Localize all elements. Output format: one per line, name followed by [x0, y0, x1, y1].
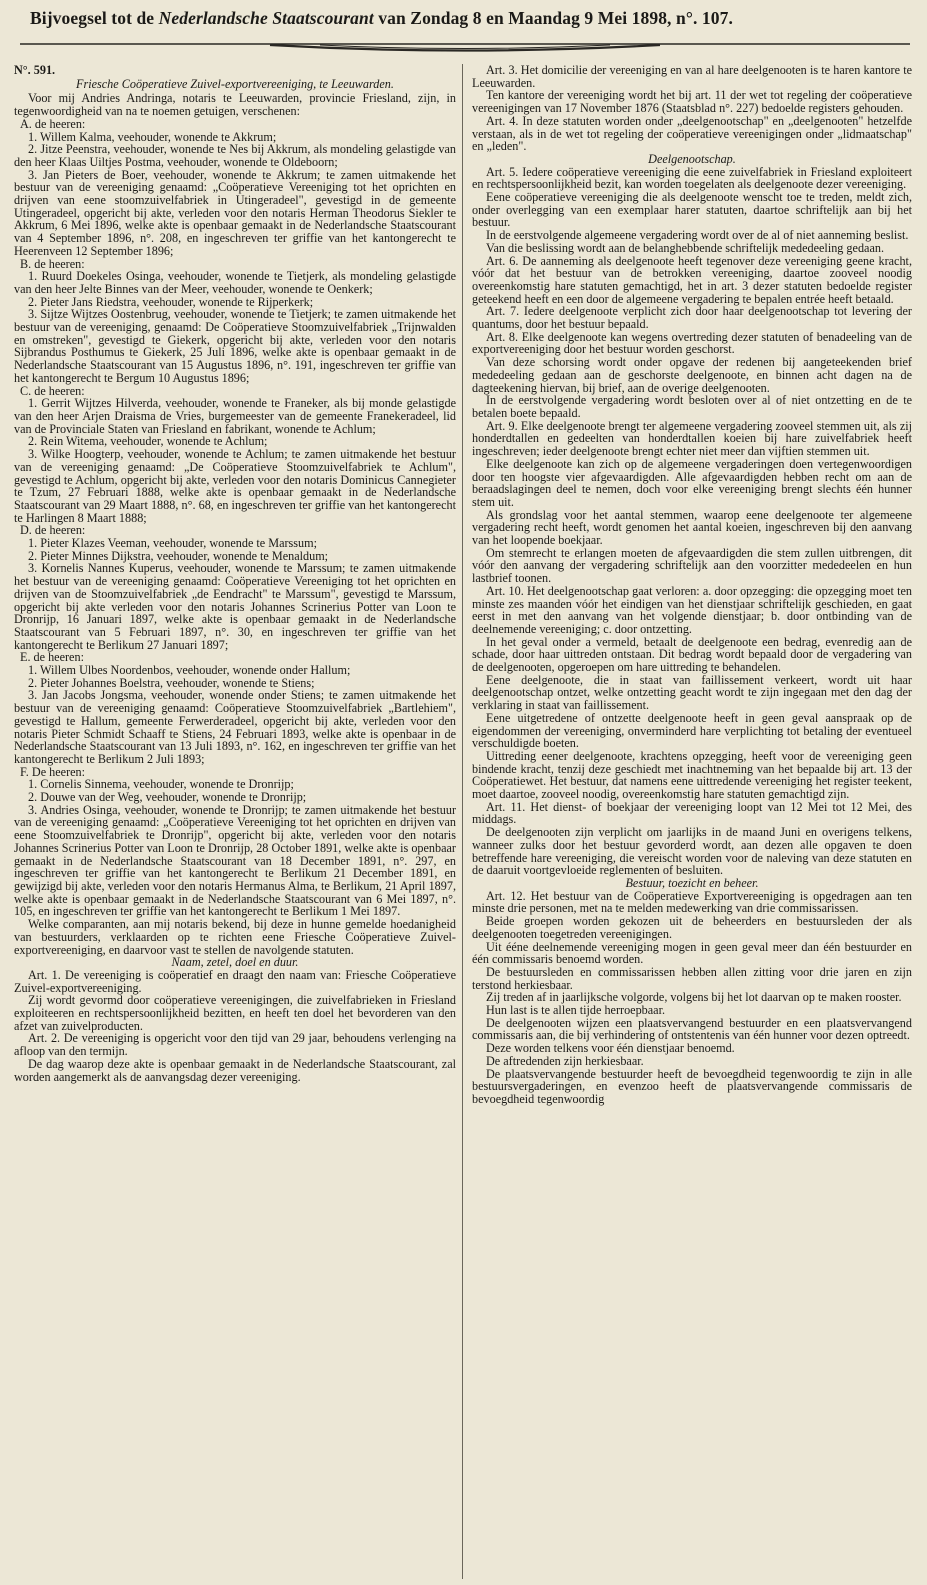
paragraph: 2. Pieter Johannes Boelstra, veehouder, wonende te Stiens; [28, 675, 315, 690]
paragraph: Uit ééne deelnemende vereeniging mogen in geen geval meer dan één bestuurder en één commissaris benoemd worden. [472, 939, 912, 967]
paragraph: De dag waarop deze akte is openbaar gemaakt in de Nederlandsche Staatscourant, zal worden aangemerkt als de aanvangsdag dezer vereeniging. [14, 1056, 456, 1084]
header-text-start: Bijvoegsel tot de [30, 8, 159, 28]
paragraph: 2. Rein Witema, veehouder, wonende te Achlum; [28, 434, 268, 449]
paragraph: Zij wordt gevormd door coöperatieve vereenigingen, die zuivelfabrieken in Friesland exploiteeren en rechtspersoonlijkheid bezitten, en heeft ten doel het bevorderen van den afzet van zuivelproducten. [14, 993, 456, 1033]
paragraph: De bestuursleden en commissarissen hebben allen zitting voor drie jaren en zijn terstond herkiesbaar. [472, 964, 912, 992]
paragraph: 3. Andries Osinga, veehouder, wonende te Dronrijp; te zamen uitmakende het bestuur van de vereeniging genaamd: „Coöperatieve Vereeniging tot het oprichten en drijven van eene Stoomzuivelfabriek te Dronrijp", opgericht bij akte, verleden voor den notaris Johannes Scrinerius Potter van Loon te Dronrijp, 28 October 1891, welke akte is openbaar gemaakt in de Nederlandsche Staatscourant van 18 December 1891, n°. 297, en ingeschreven ter griffie van het kantongerecht te Berlikum 21 December 1891, en gewijzigd bij akte, verleden voor den notaris Hermanus Alma, te Berlikum, 21 April 1897, welke akte is openbaar gemaakt in de Nederlandsche Staatscourant van 6 Mei 1897, n°. 105, en ingeschreven ter griffie van het kantongerecht te Berlikum 1 Mei 1897. [14, 802, 456, 919]
paragraph: De deelgenooten wijzen een plaatsvervangend bestuurder en een plaatsvervangend commissaris aan, die bij verhindering of ontstentenis van één hunner voor dezen optreedt. [472, 1015, 912, 1043]
paragraph: 2. Jitze Peenstra, veehouder, wonende te Nes bij Akkrum, als mondeling gelastigde van den heer Klaas Uiltjes Postma, veehouder, wonende te Oldeboorn; [14, 142, 456, 169]
party-heading: D. de heeren: [20, 523, 86, 538]
paragraph: In de eerstvolgende algemeene vergadering wordt over de al of niet aanneming beslist. [486, 228, 909, 243]
notice-title: Friesche Coöperatieve Zuivel-exportvereeniging, te Leeuwarden. [76, 76, 394, 91]
paragraph: Ten kantore der vereeniging wordt het bij art. 11 der wet tot regeling der coöperatieve vereenigingen van 17 November 1876 (Staatsblad n°. 227) bedoelde registers gehouden. [472, 88, 912, 116]
page-header [30, 8, 900, 32]
paragraph: Art. 8. Elke deelgenoote kan wegens overtreding dezer statuten of benadeeling van de exportvereeniging door het bestuur worden geschorst. [472, 329, 912, 357]
paragraph: Elke deelgenoote kan zich op de algemeene vergaderingen doen vertegenwoordigen door ten hoogste vier afgevaardigden. Alle afgevaardigden hebben recht om aan de beraadslagingen deel te nemen, doch voor elke vereeniging brengt slechts één hunner stem uit. [472, 456, 912, 509]
right-column [472, 64, 912, 1579]
party-heading: A. de heeren: [20, 116, 86, 131]
header-newspaper-name: Nederlandsche Staatscourant [158, 8, 374, 28]
paragraph: 1. Ruurd Doekeles Osinga, veehouder, wonende te Tietjerk, als mondeling gelastigde van den heer Jelte Binnes van der Meer, veehouder, wonende te Oenkerk; [14, 269, 456, 296]
paragraph: 3. Wilke Hoogterp, veehouder, wonende te Achlum; te zamen uitmakende het bestuur van de vereeniging genaamd: „De Coöperatieve Stoomzuivelfabriek te Achlum", gevestigd te Achlum, opgericht bij akte, verleden voor den notaris Dominicus Cannegieter te Tzum, 27 Februari 1888, welke akte is openbaar gemaakt in de Nederlandsche Staatscourant van 29 Maart 1888, n°. 68, en ingeschreven ter griffie van het kantongerecht te Harlingen 8 Maart 1888; [14, 447, 456, 525]
paragraph: 2. Douwe van der Weg, veehouder, wonende te Dronrijp; [28, 790, 307, 805]
paragraph: In de eerstvolgende vergadering wordt besloten over al of niet ontzetting en de te betalen boete bepaald. [472, 393, 912, 420]
paragraph: 2. Pieter Jans Riedstra, veehouder, wonende te Rijperkerk; [28, 294, 314, 309]
paragraph: Art. 3. Het domicilie der vereeniging en van al hare deelgenooten is te haren kantore te Leeuwarden. [472, 64, 912, 90]
notice-number: N°. 591. [14, 64, 56, 77]
paragraph: 3. Kornelis Nannes Kuperus, veehouder, wonende te Marssum; te zamen uitmakende het bestuur van de vereeniging genaamd: Coöperatieve Vereeniging tot het oprichten en drijven van de Stoomzuivelfabriek „de Eendracht" te Marssum", gevestigd te Marssum, opgericht bij akte verleden voor den notaris Johannes Scrinerius Potter van Loon te Dronrijp, 16 Januari 1897, welke akte is openbaar gemaakt in de Nederlandsche Staatscourant van 5 Februari 1897, n°. 30, en ingeschreven ter griffie van het kantongerecht te Berlikum 27 Januari 1897; [14, 561, 456, 652]
paragraph: 1. Gerrit Wijtzes Hilverda, veehouder, wonende te Franeker, als bij monde gelastigde van den heer Arjen Draisma de Vries, burgemeester van de gemeente Franekeradeel, lid van de Provinciale Staten van Friesland en fabrikant, wonende te Achlum; [14, 396, 456, 436]
party-heading: E. de heeren: [20, 650, 84, 665]
paragraph: Deze worden telkens voor één dienstjaar benoemd. [486, 1041, 735, 1056]
paragraph: Art. 9. Elke deelgenoote brengt ter algemeene vergadering zooveel stemmen uit, als zij honderdtallen en gedeelten van honderdtallen koeien bij hare zuivelfabriek heeft ingeschreven; ieder deelgenoote brengt echter niet meer dan vijftien stemmen uit. [472, 418, 912, 459]
paragraph: Art. 1. De vereeniging is coöperatief en draagt den naam van: Friesche Coöperatieve Zuivel-exportvereeniging. [14, 967, 456, 995]
paragraph: Welke comparanten, aan mij notaris bekend, bij deze in hunne gemelde hoedanigheid van bestuurders, verklaarden op te richten eene Friesche Coöperatieve Zuivel-exportvereeniging, en daarvoor vast te stellen de navolgende statuten. [14, 917, 456, 957]
paragraph: Zij treden af in jaarlijksche volgorde, volgens bij het lot daarvan op te maken rooster. [486, 990, 902, 1005]
paragraph: 3. Jan Jacobs Jongsma, veehouder, wonende onder Stiens; te zamen uitmakende het bestuur van de vereeniging genaamd: Coöperatieve Stoomzuivelfabriek „Bartlehiem", gevestigd te Hallum, gemeente Ferwerderadeel, opgericht bij akte, verleden voor den notaris Pieter Schmidt Schaaff te Stiens, 24 Februari 1893, welke akte is openbaar in de Nederlandsche Staatscourant van 13 Juli 1893, n°. 162, en ingeschreven ter griffie van het kantongerecht te Berlikum 2 Juli 1893; [14, 688, 456, 766]
paragraph: 1. Pieter Klazes Veeman, veehouder, wonende te Marssum; [28, 536, 317, 551]
paragraph: Art. 4. In deze statuten worden onder „deelgenootschap" en „deelgenooten" hetzelfde verstaan, als in de wet tot regeling der coöperatieve vereenigingen onder „lidmaatschap" en „leden". [472, 113, 912, 154]
left-column [14, 64, 456, 1579]
column-divider [462, 64, 463, 1579]
section-heading: Deelgenootschap. [648, 151, 736, 166]
paragraph: Art. 10. Het deelgenootschap gaat verloren: a. door opzegging: die opzegging moet ten minste zes maanden vóór het eindigen van het dienstjaar schriftelijk geschieden, en gaat eerst in met den aanvang van het volgende dienstjaar; b. door ontbinding van de deelnemende vereeniging; c. door ontzetting. [472, 583, 912, 636]
paragraph: Eene uitgetredene of ontzette deelgenoote heeft in geen geval aanspraak op de eigendommen der vereeniging, onverminderd hare verplichting tot betaling der eventueel verschuldigde boeten. [472, 710, 912, 751]
paragraph: Art. 5. Iedere coöperatieve vereeniging die eene zuivelfabriek in Friesland exploiteert en rechtspersoonlijkheid bezit, kan worden toegelaten als deelgenoote dezer vereeniging. [472, 164, 912, 192]
paragraph: In het geval onder a vermeld, betaalt de deelgenoote een bedrag, evenredig aan de schade, door haar uittreden ontstaan. Dit bedrag wordt bepaald door de vergadering van de deelgenooten, opgeroepen om hare uittreding te behandelen. [472, 634, 912, 675]
paragraph: De plaatsvervangende bestuurder heeft de bevoegdheid tegenwoordig te zijn in alle bestuursvergaderingen, en evenzoo heeft de plaatsvervangende commissaris de bevoegdheid tegenwoordig [472, 1066, 912, 1106]
paragraph: 1. Willem Kalma, veehouder, wonende te Akkrum; [28, 129, 277, 144]
paragraph: 1. Willem Ulbes Noordenbos, veehouder, wonende onder Hallum; [28, 663, 351, 678]
paragraph: 3. Jan Pieters de Boer, veehouder, wonende te Akkrum; te zamen uitmakende het bestuur van de vereeniging genaamd: „Coöperatieve Vereeniging tot het oprichten en drijven van eene stoomzuivelfabriek in Utingeradeel", gevestigd in de gemeente Utingeradeel, opgericht bij akte, verleden voor den notaris Herman Theodorus Siekler te Akkrum, 6 Mei 1896, welke akte is openbaar gemaakt in de Nederlandsche Staatscourant van 4 September 1896, n°. 208, en ingeschreven ter griffie van het kantongerecht te Heerenveen 12 September 1896; [14, 167, 456, 258]
paragraph: 2. Pieter Minnes Dijkstra, veehouder, wonende te Menaldum; [28, 548, 329, 563]
paragraph: Eene coöperatieve vereeniging die als deelgenoote wenscht toe te treden, meldt zich, onder overlegging van een exemplaar harer statuten, daartoe schriftelijk aan bij het bestuur. [472, 190, 912, 230]
paragraph: 3. Sijtze Wijtzes Oostenbrug, veehouder, wonende te Tietjerk; te zamen uitmakende het bestuur van de vereeniging, genaamd: De Coöperatieve Stoomzuivelfabriek „Trijnwalden en omstreken", gevestigd te Giekerk, opgericht bij akte, verleden voor den notaris Sijbrandus Posthumus te Giekerk, 25 Juli 1896, welke akte is openbaar gemaakt in de Nederlandsche Staatscourant van 15 Augustus 1896, n°. 191, ingeschreven ter griffie van het kantongerecht te Bergum 10 Augustus 1896; [14, 307, 456, 385]
section-heading: Bestuur, toezicht en beheer. [625, 876, 759, 890]
paragraph: Van die beslissing wordt aan de belanghebbende schriftelijk mededeeling gedaan. [486, 240, 884, 255]
paragraph: 1. Cornelis Sinnema, veehouder, wonende te Dronrijp; [28, 777, 294, 792]
paragraph: Beide groepen worden gekozen uit de beheerders en bestuursleden der als deelgenooten toegetreden vereenigingen. [472, 914, 912, 941]
paragraph: Art. 11. Het dienst- of boekjaar der vereeniging loopt van 12 Mei tot 12 Mei, des middags. [472, 799, 912, 827]
paragraph: Art. 2. De vereeniging is opgericht voor den tijd van 29 jaar, behoudens verlenging na afloop van den termijn. [14, 1031, 456, 1059]
party-heading: C. de heeren: [20, 383, 85, 398]
header-text-end: van Zondag 8 en Maandag 9 Mei 1898, n°. 107. [373, 8, 733, 28]
paragraph: Van deze schorsing wordt onder opgave der redenen bij aangeteekenden brief mededeeling gedaan aan de geschorste deelgenoote, en binnen acht dagen na de dagteekening hiervan, bij brief, aan de overige deelgenooten. [472, 355, 912, 395]
paragraph: De deelgenooten zijn verplicht om jaarlijks in de maand Juni en overigens telkens, wanneer zulks door het bestuur gevorderd wordt, aan dezen alle opgaven te doen betreffende hare vereeniging, die vereischt worden voor de naleving van deze statuten en de daaruit voortgevloeide reglementen of besluiten. [472, 825, 912, 878]
header-ornamental-rule [20, 40, 910, 54]
paragraph: Eene deelgenoote, die in staat van faillissement verkeert, wordt uit haar deelgenootschap ontzet, welke ontzetting geacht wordt te zijn ingegaan met den dag der verklaring in staat van faillissement. [472, 672, 912, 713]
paragraph: Art. 6. De aanneming als deelgenoote heeft tegenover deze vereeniging geene kracht, vóór dat het bestuur van de betrokken vereeniging, daartoe zooveel noodig overeenkomstig hare statuten gemachtigd, het in art. 3 dezer statuten bedoelde register geteekend heeft en een door de algemeene vergadering te bepalen entrée heeft betaald. [472, 253, 912, 306]
section-heading: Naam, zetel, doel en duur. [171, 955, 299, 970]
paragraph: Art. 12. Het bestuur van de Coöperatieve Exportvereeniging is opgedragen aan ten minste drie personen, met na te melden medewerking van drie commissarissen. [472, 888, 912, 916]
paragraph: Art. 7. Iedere deelgenoote verplicht zich door haar deelgenootschap tot levering der quantums, door het bestuur bepaald. [472, 304, 912, 332]
paragraph: Als grondslag voor het aantal stemmen, waarop eene deelgenoote ter algemeene vergadering recht heeft, wordt genomen het aantal koeien, ingeschreven bij den aanvang van het loopende boekjaar. [472, 507, 912, 548]
party-heading: F. De heeren: [20, 764, 86, 779]
party-heading: B. de heeren: [20, 256, 85, 271]
paragraph: Uittreding eener deelgenoote, krachtens opzegging, heeft voor de vereeniging geen bindende kracht, tenzij deze geschiedt met inachtneming van het bepaalde bij art. 13 der Coöperatiewet. Het bestuur, dat namens eene uittredende vereeniging het register teekent, moet daartoe, zooveel noodig, overeenkomstig hare statuten gemachtigd zijn. [472, 748, 912, 802]
paragraph: De aftredenden zijn herkiesbaar. [486, 1053, 644, 1068]
paragraph: Voor mij Andries Andringa, notaris te Leeuwarden, provincie Friesland, zijn, in tegenwoordigheid van na te noemen getuigen, verschenen: [14, 91, 456, 119]
paragraph: Hun last is te allen tijde herroepbaar. [486, 1003, 666, 1018]
paragraph: Om stemrecht te erlangen moeten de afgevaardigden die stem zullen uitbrengen, dit vóór den aanvang der vergadering schriftelijk aan den voorzitter mededeelen en hun lastbrief toonen. [472, 545, 912, 586]
